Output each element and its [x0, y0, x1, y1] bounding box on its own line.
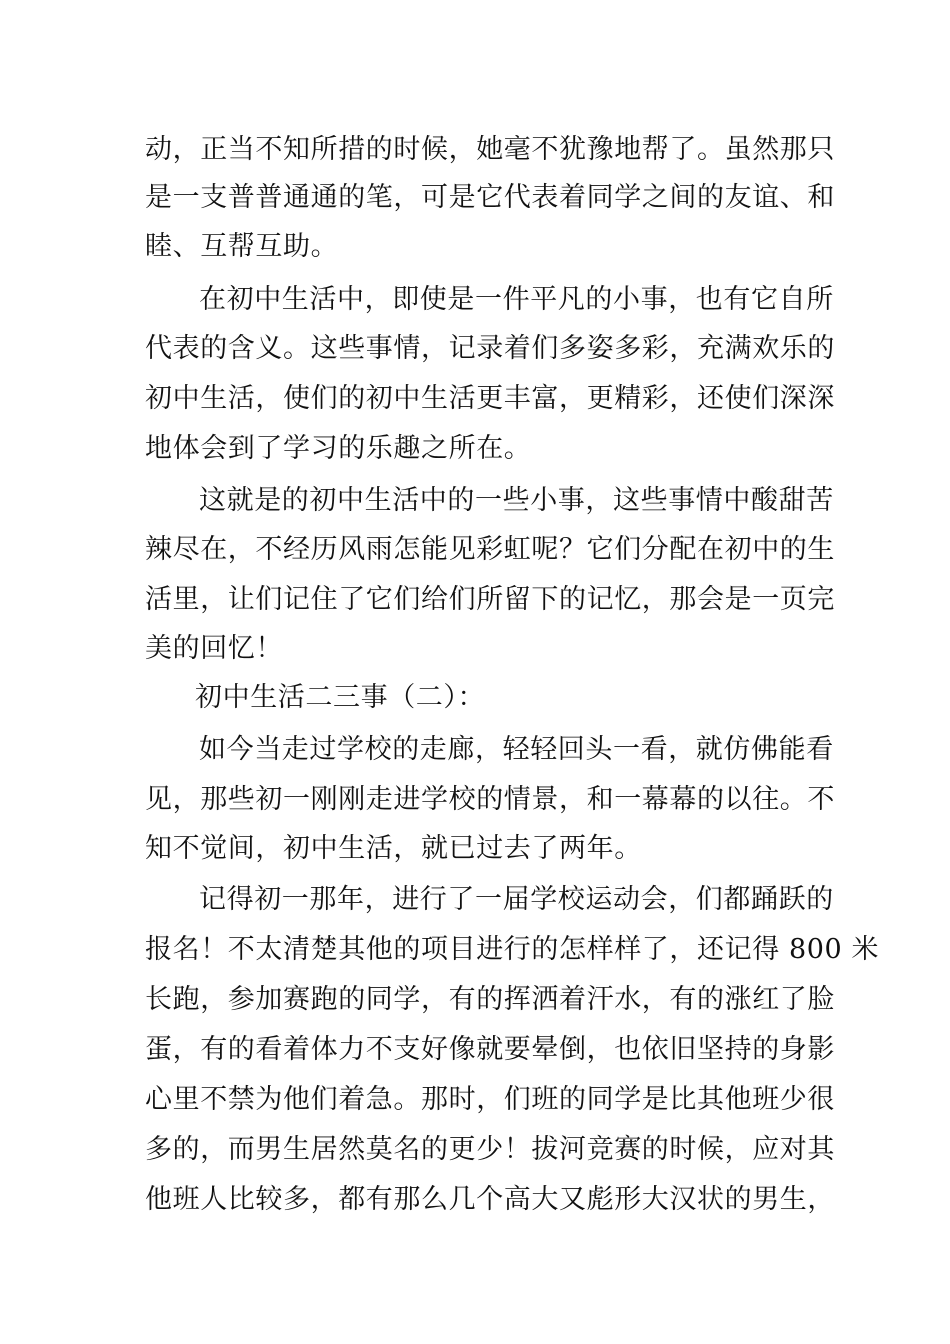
paragraph-first-line: 记得初一那年，进行了一届学校运动会，们都踊跃的: [199, 884, 834, 915]
paragraph-first-line: 在初中生活中，即使是一件平凡的小事，也有它自所: [199, 284, 834, 315]
text-line: 他班人比较多，都有那么几个高大又彪形大汉状的男生，: [145, 1184, 835, 1215]
text-line: 初中生活，使们的初中生活更丰富，更精彩，还使们深深: [145, 383, 835, 414]
text-line: 长跑，参加赛跑的同学，有的挥洒着汗水，有的涨红了脸: [145, 984, 835, 1015]
text-line: 是一支普普通通的笔，可是它代表着同学之间的友谊、和: [145, 182, 835, 213]
paragraph-first-line: 这就是的初中生活中的一些小事，这些事情中酸甜苦: [199, 485, 834, 516]
text-line: 心里不禁为他们着急。那时，们班的同学是比其他班少很: [145, 1084, 835, 1115]
text-line: 动，正当不知所措的时候，她毫不犹豫地帮了。虽然那只: [145, 134, 835, 165]
text-line: 睦、互帮互助。: [145, 231, 339, 262]
text-line: 报名！不太清楚其他的项目进行的怎样样了，还记得 800 米: [145, 934, 880, 965]
text-line: 知不觉间，初中生活，就已过去了两年。: [145, 833, 642, 864]
text-line: 多的，而男生居然莫名的更少！拔河竞赛的时候，应对其: [145, 1134, 835, 1165]
text-line: 蛋，有的看着体力不支好像就要晕倒，也依旧坚持的身影: [145, 1034, 835, 1065]
text-line: 地体会到了学习的乐趣之所在。: [145, 433, 532, 464]
text-line: 见，那些初一刚刚走进学校的情景，和一幕幕的以往。不: [145, 784, 835, 815]
text-line: 代表的含义。这些事情，记录着们多姿多彩，充满欢乐的: [145, 333, 835, 364]
text-line: 美的回忆！: [145, 633, 283, 664]
text-line: 辣尽在，不经历风雨怎能见彩虹呢？它们分配在初中的生: [145, 534, 835, 565]
text-line: 活里，让们记住了它们给们所留下的记忆，那会是一页完: [145, 584, 835, 615]
paragraph-first-line: 如今当走过学校的走廊，轻轻回头一看，就仿佛能看: [199, 734, 834, 765]
section-heading: 初中生活二三事（二）：: [195, 682, 486, 713]
